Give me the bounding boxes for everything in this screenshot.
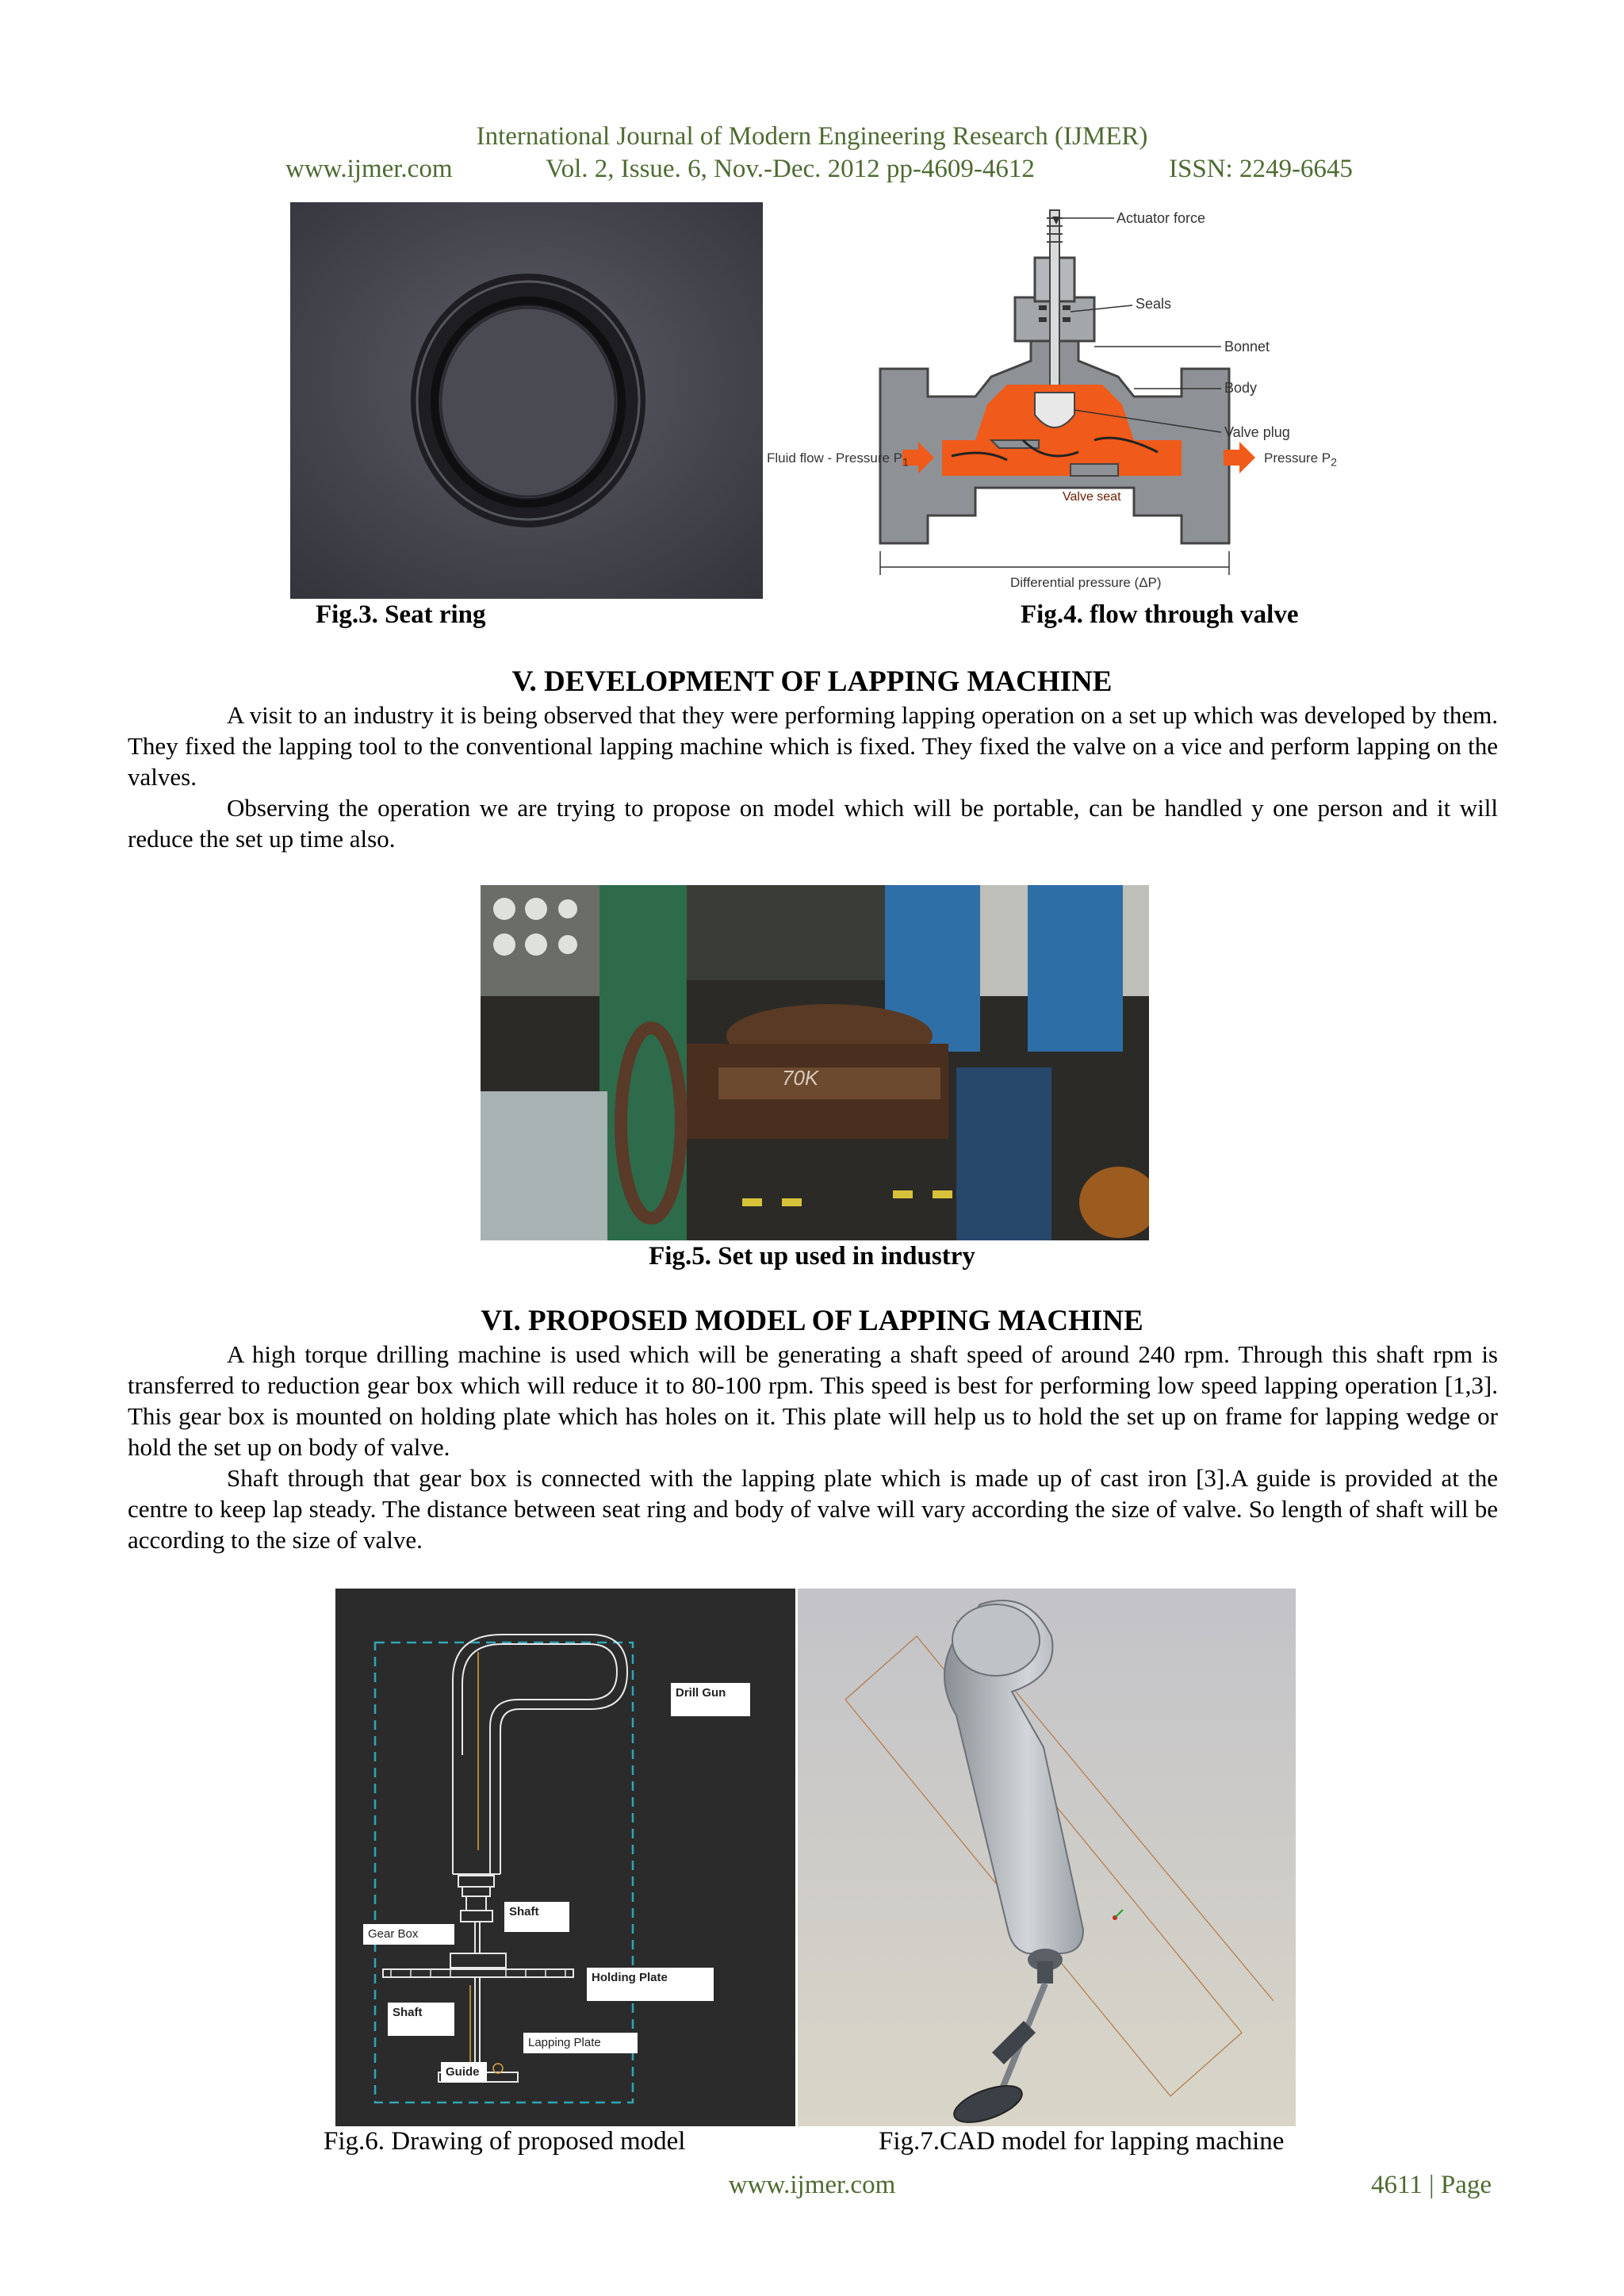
fig5-industry-setup-photo <box>481 885 1149 1240</box>
section-6-body <box>128 1339 1498 1555</box>
header-website-link[interactable]: www.ijmer.com <box>285 155 453 183</box>
fig4-valve-diagram <box>761 202 1364 599</box>
shaft-top-label: Shaft <box>504 1902 569 1932</box>
page-number: 4611 | Page <box>1371 2171 1492 2199</box>
header-issn: ISSN: 2249-6645 <box>1169 155 1353 183</box>
drill-gun-label: Drill Gun <box>671 1683 750 1716</box>
fig3-seat-ring-photo <box>290 202 763 599</box>
outlet-pressure-label: Pressure $P_2$ <box>1264 450 1337 470</box>
valve-plug-label: Valve plug <box>1224 424 1290 440</box>
holding-plate-label: Holding Plate <box>587 1968 714 2001</box>
bonnet-label: Bonnet <box>1224 339 1270 355</box>
valve-seat-label: Valve seat <box>1063 490 1121 504</box>
gear-box-label: Gear Box <box>363 1924 454 1945</box>
inlet-pressure-label: Fluid flow - Pressure $P_1$ <box>767 450 909 470</box>
fig4-caption: Fig.4. flow through valve <box>1021 600 1299 629</box>
fig5-handwritten-marking: 70K <box>782 1066 819 1090</box>
actuator-force-label: Actuator force <box>1116 210 1206 226</box>
section-5-body <box>128 700 1498 854</box>
fig3-caption: Fig.3. Seat ring <box>316 600 486 629</box>
section-6-heading: VI. PROPOSED MODEL OF LAPPING MACHINE <box>481 1305 1143 1337</box>
section-5-heading: V. DEVELOPMENT OF LAPPING MACHINE <box>511 665 1113 698</box>
section-5-paragraph-2: Observing the operation we are trying to propose on model which will be portable, can be handled y one person and it will reduce the set up time also. <box>128 794 1498 853</box>
differential-pressure-label: Differential pressure (ΔP) <box>1007 575 1165 591</box>
fig5-caption: Fig.5. Set up used in industry <box>649 1242 975 1271</box>
body-label: Body <box>1224 380 1258 396</box>
header-volume: Vol. 2, Issue. 6, Nov.-Dec. 2012 pp-4609-4612 <box>546 155 1035 183</box>
section-6-paragraph-2: Shaft through that gear box is connected with the lapping plate which is made up of cast iron [3].A guide is provided at the centre to keep lap steady. The distance between seat ring and body of valve will vary according the size of valve. So length of shaft will be according to the size of valve. <box>128 1464 1498 1554</box>
seals-label: Seals <box>1136 296 1172 312</box>
shaft-bottom-label: Shaft <box>388 2003 454 2036</box>
lapping-plate-label: Lapping Plate <box>523 2033 638 2053</box>
section-5-paragraph-1: A visit to an industry it is being observed that they were performing lapping operation on a set up which was developed by them. They fixed the lapping tool to the conventional lapping machine which is fixed. They fixed the valve on a vice and perform lapping on the valves. <box>128 701 1498 791</box>
journal-title: International Journal of Modern Engineering Research (IJMER) <box>476 122 1148 151</box>
fig7-caption: Fig.7.CAD model for lapping machine <box>879 2127 1285 2156</box>
footer-website-link[interactable]: www.ijmer.com <box>728 2171 896 2199</box>
fig6-caption: Fig.6. Drawing of proposed model <box>324 2127 686 2156</box>
guide-label: Guide <box>441 2062 487 2083</box>
section-6-paragraph-1: A high torque drilling machine is used which will be generating a shaft speed of around 240 rpm. Through this shaft rpm is transferred to reduction gear box which will reduce it to 80-100 rpm. This speed is best for performing low speed lapping operation [1,3]. This gear box is mounted on holding plate which has holes on it. This plate will help us to hold the set up on frame for lapping wedge or hold the set up on body of valve. <box>128 1340 1498 1461</box>
fig7-cad-model-image <box>798 1589 1296 2126</box>
fig6-drawing-proposed-model <box>335 1589 795 2126</box>
